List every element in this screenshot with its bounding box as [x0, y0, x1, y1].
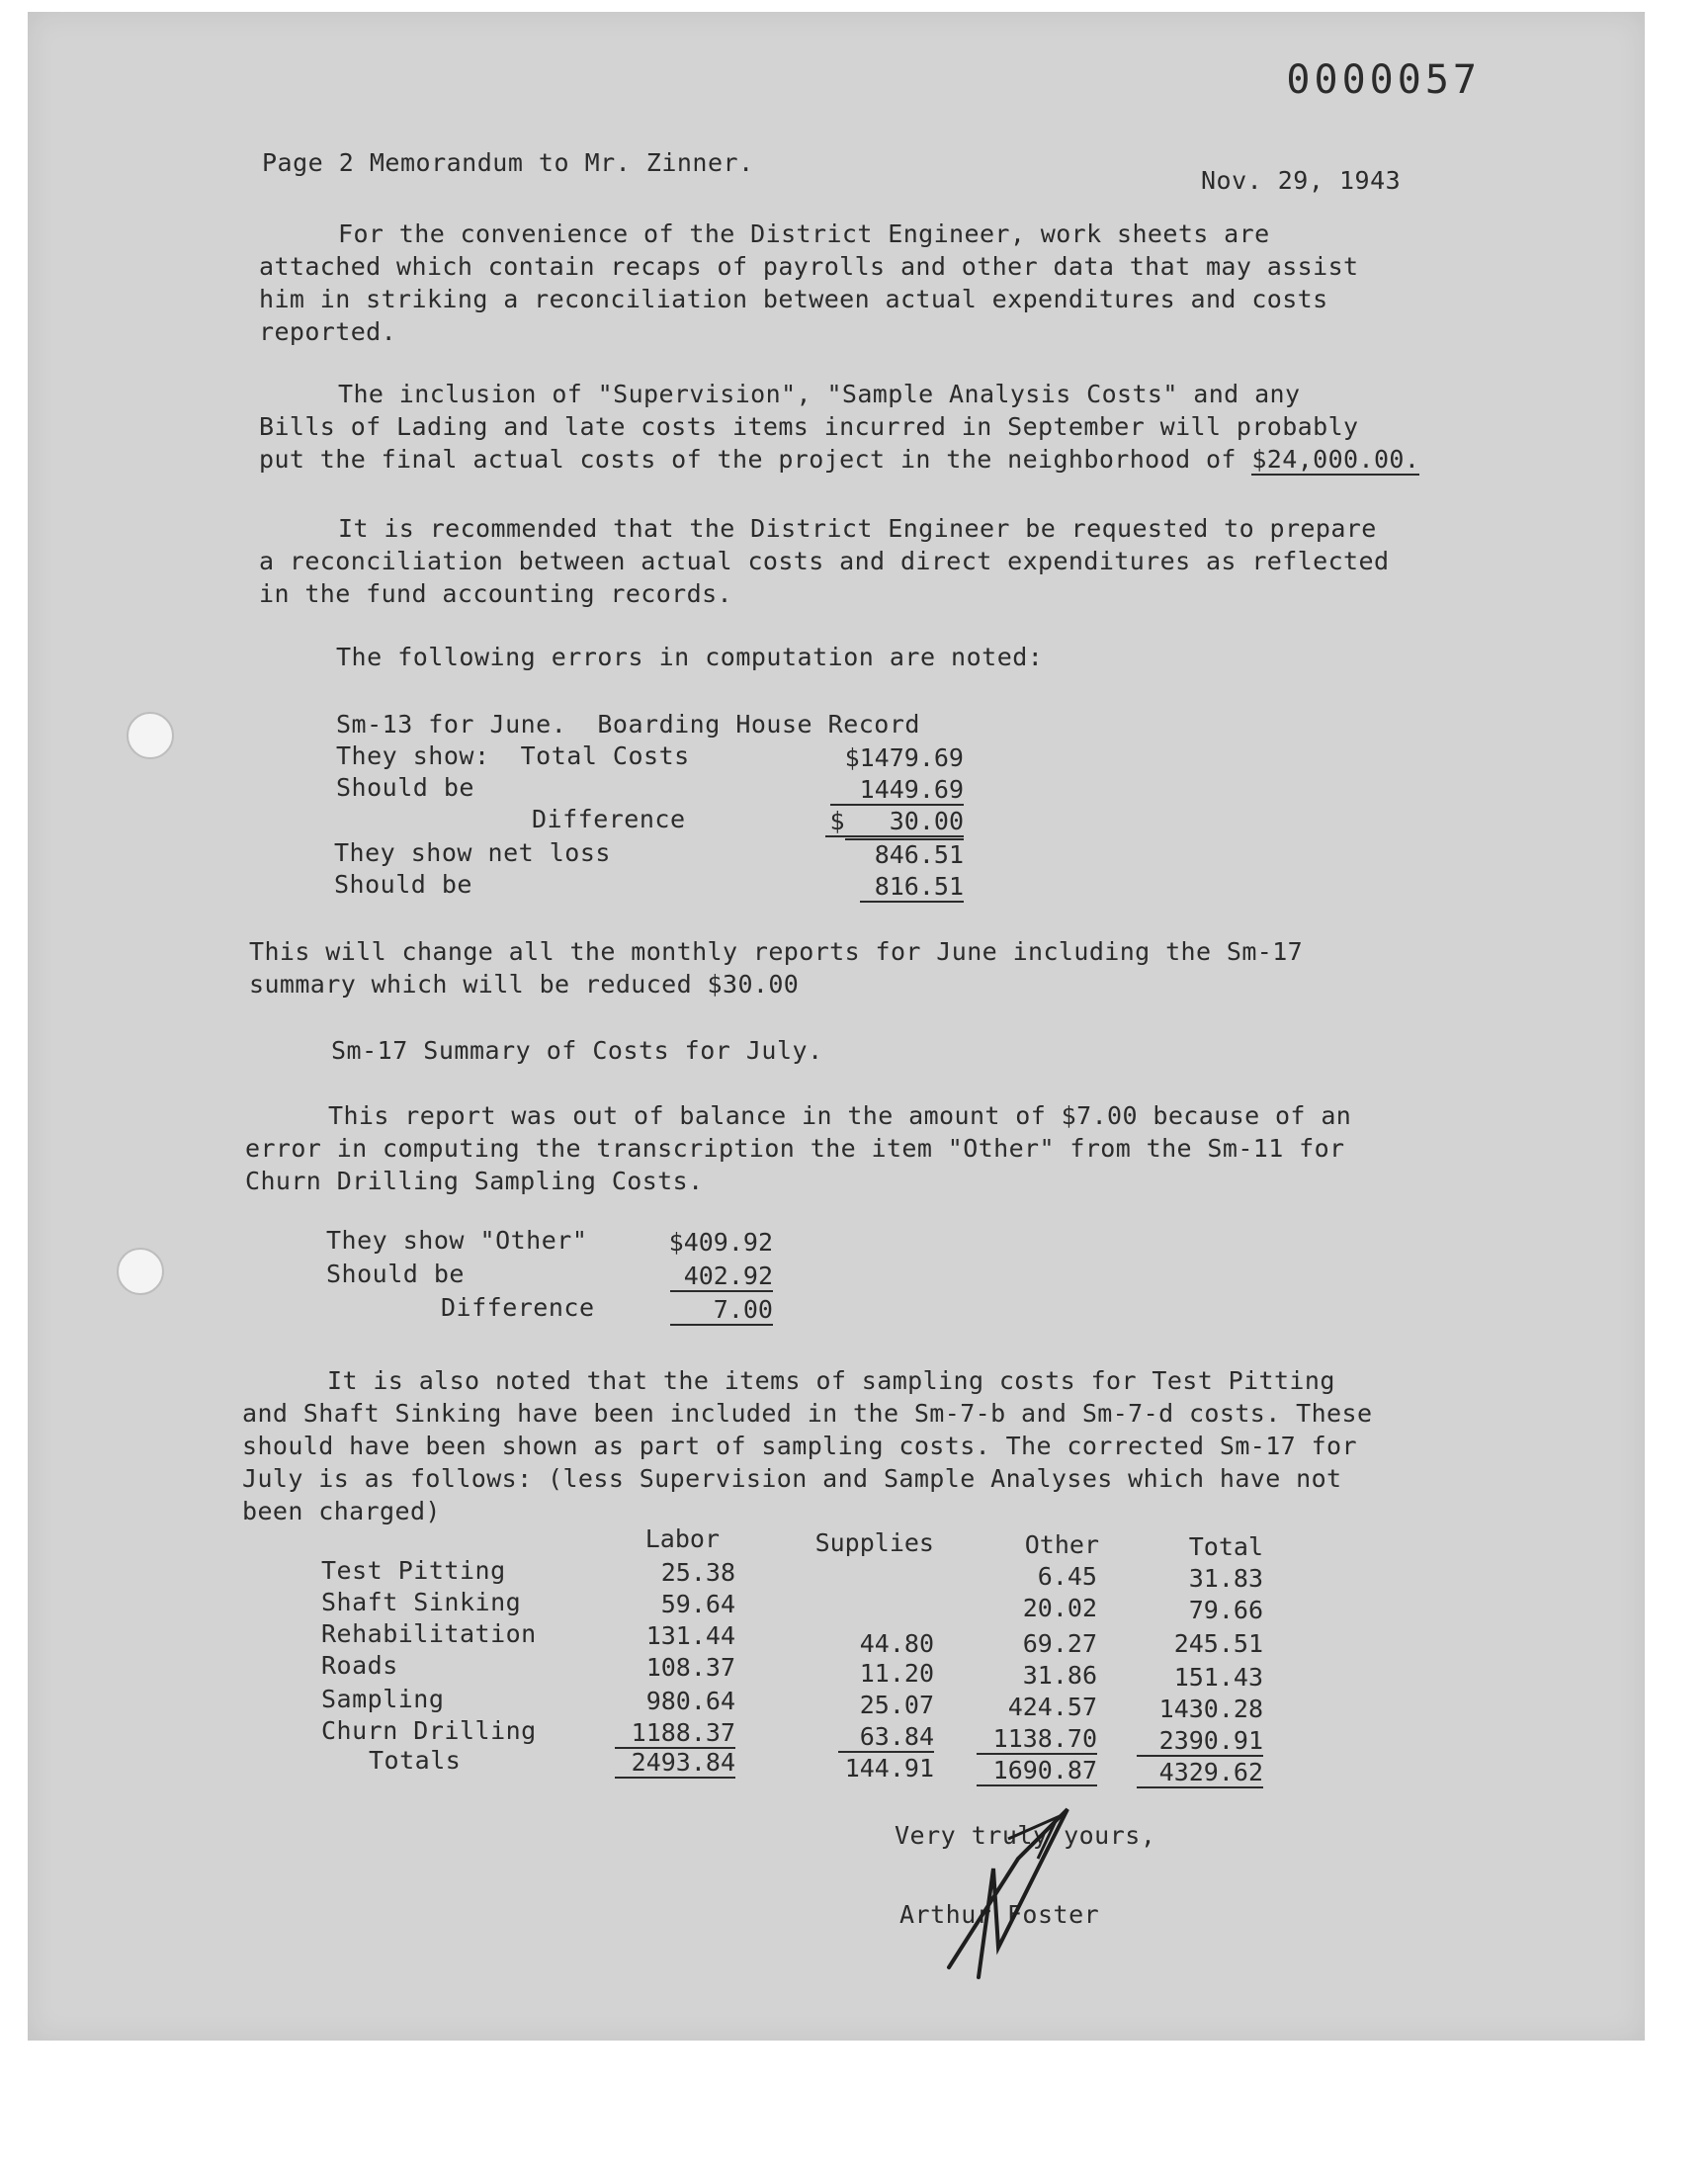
cell-other: 69.27: [1022, 1629, 1097, 1658]
cell-labor: 59.64: [660, 1590, 735, 1618]
cell-total: 1430.28: [1158, 1695, 1263, 1723]
document-number: 0000057: [1286, 57, 1481, 103]
total-total: 4329.62: [1137, 1758, 1263, 1788]
cell-other: 1138.70: [977, 1724, 1097, 1755]
paragraph-sm17-title: Sm-17 Summary of Costs for July.: [331, 1036, 823, 1065]
june-row-label: Should be: [336, 773, 474, 802]
row-name: Sampling: [321, 1685, 445, 1713]
cell-supplies: 63.84: [838, 1722, 934, 1753]
july-row-value: 7.00: [670, 1295, 773, 1326]
cell-labor: 980.64: [645, 1687, 735, 1715]
memo-date: Nov. 29, 1943: [1201, 166, 1402, 195]
paragraph-june-change: This will change all the monthly reports for June including the Sm-17 summary which will be reduced $30.00: [249, 937, 1304, 999]
paragraph-sampling-costs: It is also noted that the items of sampling costs for Test Pitting and Shaft Sinking have been included in the Sm-7-b and Sm-7-d costs. These should have been shown as part of sampling costs. The corrected Sm-17 for July is as follows: (less Supervision and Sample Analyses which have not been charged): [242, 1366, 1373, 1525]
punch-hole: [127, 712, 174, 759]
cell-total: 151.43: [1173, 1663, 1263, 1692]
estimated-total-amount: $24,000.00.: [1251, 445, 1420, 474]
june-row-value: $1479.69: [844, 743, 964, 772]
cell-labor: 131.44: [645, 1621, 735, 1650]
cell-supplies: 11.20: [859, 1659, 934, 1688]
column-header-supplies: Supplies: [814, 1528, 934, 1557]
cell-total: 2390.91: [1137, 1726, 1263, 1757]
paragraph-inclusion-text: The inclusion of "Supervision", "Sample Analysis Costs" and any Bills of Lading and late costs items incurred in September will probably put the final actual costs of the project in the neighborhood of: [259, 380, 1359, 474]
cell-labor: 25.38: [660, 1558, 735, 1587]
signature-name: Arthur Foster: [899, 1900, 1100, 1929]
june-row-value: 816.51: [860, 872, 964, 903]
cell-supplies: 44.80: [859, 1629, 934, 1658]
paragraph-convenience: For the convenience of the District Engineer, work sheets are attached which contain recaps of payrolls and other data that may assist him in striking a reconciliation between actual expenditures and costs reported.: [259, 219, 1359, 346]
paragraph-recommendation: It is recommended that the District Engineer be requested to prepare a reconciliation between actual costs and direct expenditures as reflected in the fund accounting records.: [259, 514, 1390, 608]
paragraph-inclusion: [259, 378, 1564, 476]
punch-hole: [117, 1248, 164, 1295]
july-row-label: They show "Other": [326, 1226, 588, 1255]
june-row-value: 1449.69: [830, 775, 964, 806]
july-row-label: Difference: [441, 1293, 595, 1322]
cell-other: 20.02: [1022, 1594, 1097, 1622]
cell-labor: 1188.37: [615, 1718, 735, 1749]
column-header-other: Other: [1024, 1530, 1099, 1559]
cell-labor: 108.37: [645, 1653, 735, 1682]
column-header-total: Total: [1188, 1532, 1263, 1561]
june-row-label: They show: Total Costs: [336, 741, 690, 770]
memo-heading: Page 2 Memorandum to Mr. Zinner.: [262, 148, 754, 177]
cell-total: 31.83: [1188, 1564, 1263, 1593]
total-labor: 2493.84: [615, 1748, 735, 1779]
cell-other: 31.86: [1022, 1661, 1097, 1690]
row-name: Shaft Sinking: [321, 1588, 522, 1616]
july-row-label: Should be: [326, 1260, 465, 1288]
july-row-value: 402.92: [670, 1262, 773, 1292]
row-name: Roads: [321, 1651, 398, 1680]
june-row-label: Should be: [334, 870, 472, 899]
june-row-label: Difference: [532, 805, 686, 833]
cell-total: 79.66: [1188, 1596, 1263, 1624]
row-name: Test Pitting: [321, 1556, 506, 1585]
closing-line: Very truly yours,: [895, 1821, 1156, 1850]
cell-supplies: 25.07: [859, 1691, 934, 1719]
june-row-value: 846.51: [845, 838, 964, 869]
june-block-title: Sm-13 for June. Boarding House Record: [336, 710, 920, 739]
paragraph-out-of-balance: This report was out of balance in the amount of $7.00 because of an error in computing the transcription the item "Other" from the Sm-11 for Churn Drilling Sampling Costs.: [245, 1101, 1352, 1195]
june-row-value: $ 30.00: [825, 807, 964, 837]
handwritten-signature-icon: [939, 1799, 1077, 1987]
paragraph-errors-intro: The following errors in computation are noted:: [336, 643, 1044, 671]
total-supplies: 144.91: [844, 1754, 934, 1783]
column-header-labor: Labor: [644, 1524, 720, 1553]
cell-total: 245.51: [1173, 1629, 1263, 1658]
row-name: Totals: [369, 1746, 462, 1775]
july-row-value: $409.92: [668, 1228, 773, 1257]
june-row-label: They show net loss: [334, 838, 611, 867]
cell-other: 6.45: [1037, 1562, 1097, 1591]
cell-other: 424.57: [1007, 1693, 1097, 1721]
row-name: Rehabilitation: [321, 1619, 537, 1648]
total-other: 1690.87: [977, 1756, 1097, 1786]
row-name: Churn Drilling: [321, 1716, 537, 1745]
